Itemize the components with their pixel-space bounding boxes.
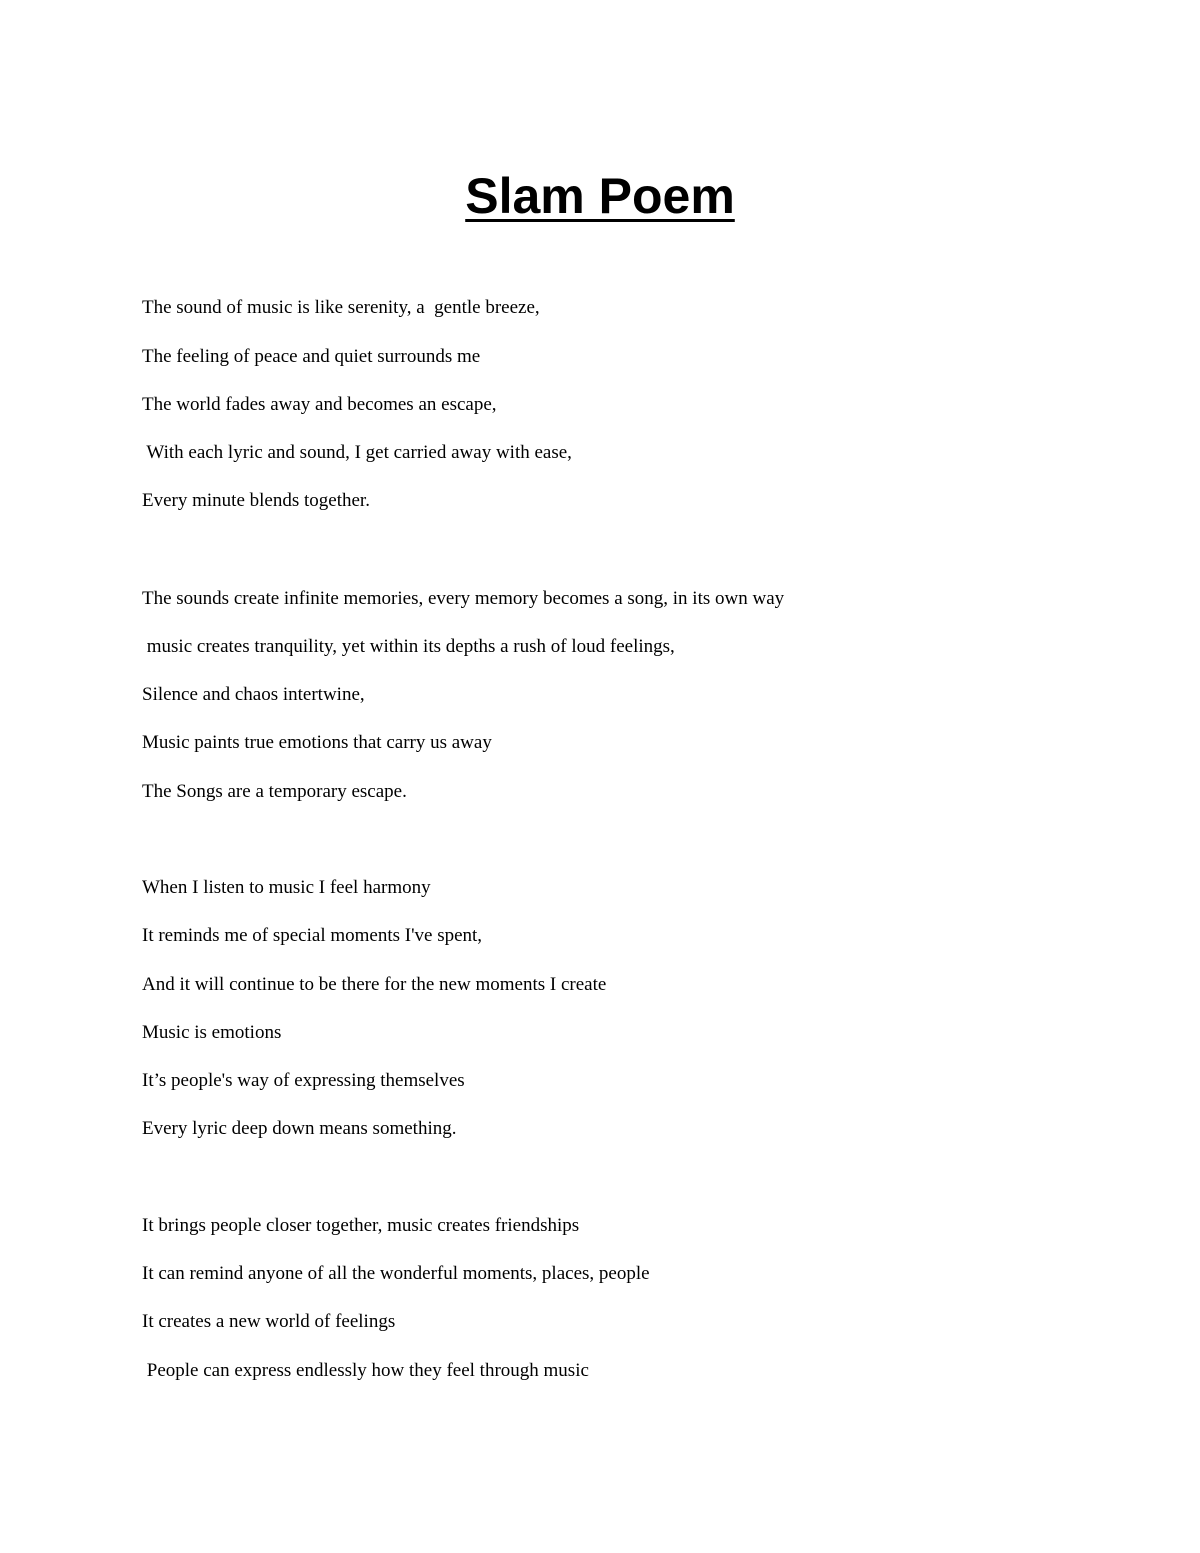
poem-line: Every minute blends together. [142, 490, 370, 511]
poem-line: When I listen to music I feel harmony [142, 877, 431, 898]
poem-line: music creates tranquility, yet within its depths a rush of loud feelings, [142, 636, 675, 657]
poem-line: It reminds me of special moments I've spent, [142, 925, 483, 946]
poem-line: It can remind anyone of all the wonderful moments, places, people [142, 1263, 650, 1284]
poem-line: And it will continue to be there for the new moments I create [142, 974, 607, 995]
poem-line: The world fades away and becomes an escape, [142, 394, 497, 415]
poem-line: The sounds create infinite memories, every memory becomes a song, in its own way [142, 588, 785, 609]
poem-line: Silence and chaos intertwine, [142, 684, 365, 705]
poem-line: The feeling of peace and quiet surrounds me [142, 346, 481, 367]
page-title [0, 166, 1200, 226]
poem-line: Every lyric deep down means something. [142, 1118, 457, 1139]
poem-line: The Songs are a temporary escape. [142, 781, 407, 802]
poem-line: It brings people closer together, music creates friendships [142, 1215, 580, 1236]
page-title-text: Slam Poem [465, 168, 735, 224]
poem-line: It creates a new world of feelings [142, 1311, 396, 1332]
poem-line: Music is emotions [142, 1022, 282, 1043]
poem-line: With each lyric and sound, I get carried away with ease, [142, 442, 572, 463]
poem-line: It’s people's way of expressing themselves [142, 1070, 465, 1091]
poem-line: People can express endlessly how they feel through music [142, 1360, 589, 1381]
poem-line: The sound of music is like serenity, a gentle breeze, [142, 297, 540, 318]
poem-line: Music paints true emotions that carry us away [142, 732, 492, 753]
